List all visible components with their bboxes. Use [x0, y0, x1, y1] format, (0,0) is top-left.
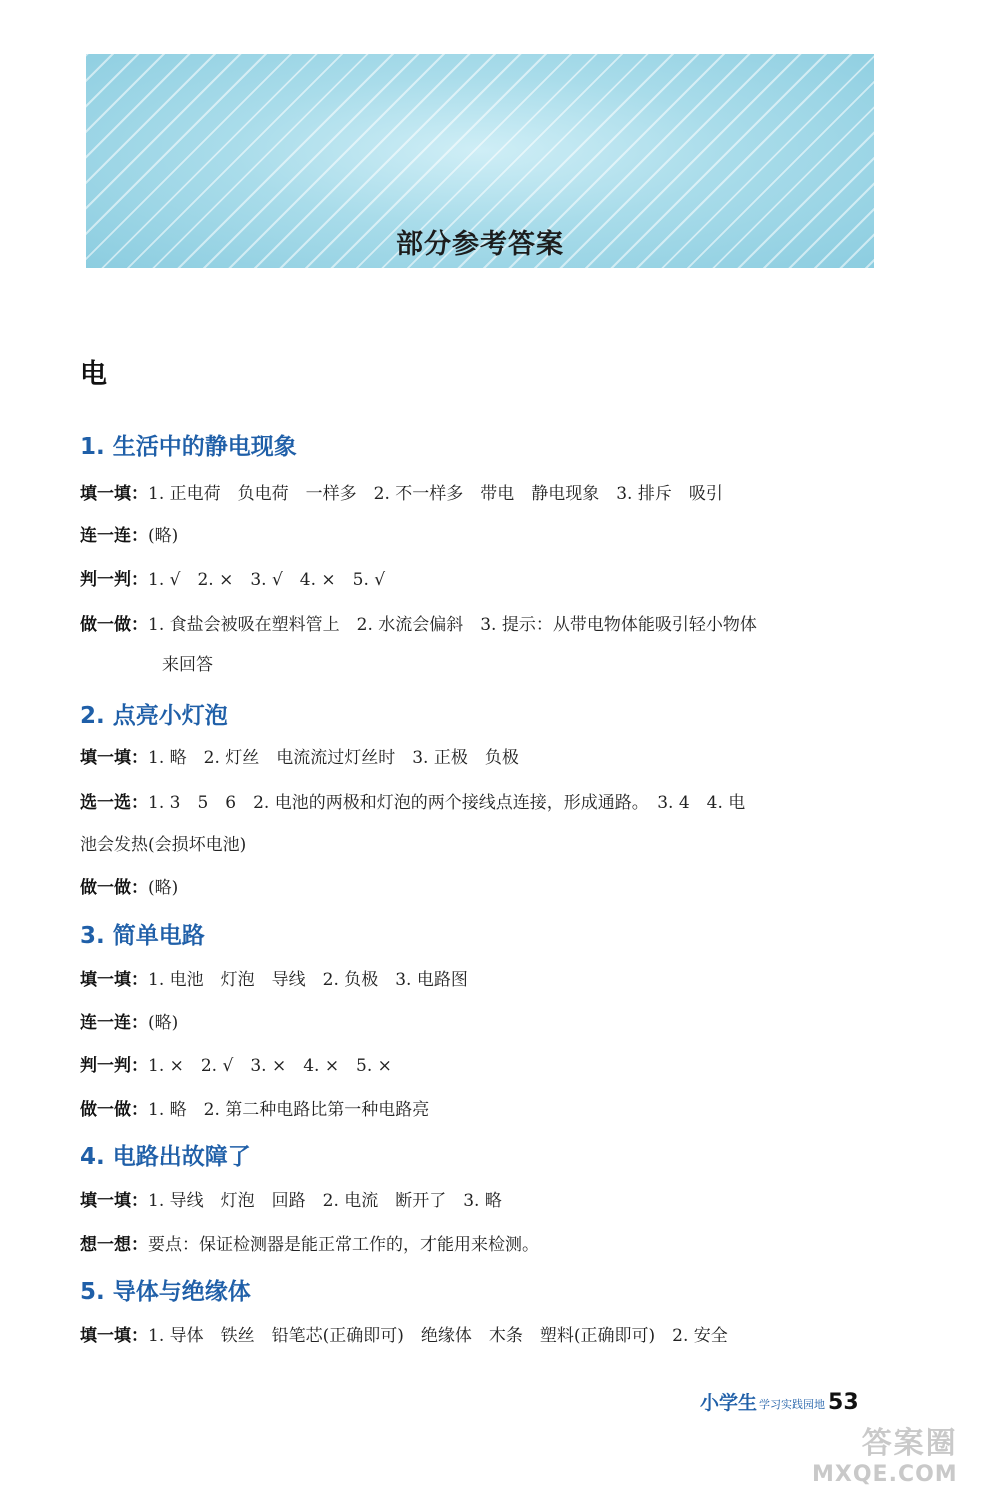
answer-text: 1. 导体 铁丝 铅笔芯(正确即可) 绝缘体 木条 塑料(正确即可) 2. 安全: [148, 1326, 728, 1346]
section-heading-3: 3. 简单电路: [80, 923, 205, 949]
answer-line: [80, 1325, 728, 1347]
answer-line: [80, 1190, 502, 1212]
section-heading-1: 1. 生活中的静电现象: [80, 434, 297, 460]
answer-text: (略): [148, 878, 179, 898]
answer-text: 1. 略 2. 第二种电路比第一种电路亮: [148, 1100, 430, 1120]
answer-text: 1. 导线 灯泡 回路 2. 电流 断开了 3. 略: [148, 1191, 502, 1211]
section-heading-5: 5. 导体与绝缘体: [80, 1279, 251, 1305]
answer-text: 1. 3 5 6 2. 电池的两极和灯泡的两个接线点连接，形成通路。 3. 4 4. 电: [148, 793, 746, 813]
answer-text: 1. √ 2. × 3. √ 4. × 5. √: [148, 570, 386, 590]
answer-label: 填一填：: [80, 748, 148, 768]
answer-text: 1. 电池 灯泡 导线 2. 负极 3. 电路图: [148, 970, 468, 990]
answer-line: [80, 969, 468, 991]
answer-line: [80, 1099, 429, 1121]
answer-line: [80, 1055, 392, 1077]
answer-text: 要点：保证检测器是能正常工作的，才能用来检测。: [148, 1235, 539, 1255]
brand-logo-text: 小学生: [700, 1392, 758, 1414]
answer-text: 1. 正电荷 负电荷 一样多 2. 不一样多 带电 静电现象 3. 排斥 吸引: [148, 484, 723, 504]
answer-line: [80, 877, 178, 899]
answer-line: [80, 747, 519, 769]
page-number: 53: [828, 1390, 859, 1415]
answer-label: 填一填：: [80, 1191, 148, 1211]
answer-continuation: 来回答: [162, 655, 213, 675]
header-banner: [86, 54, 874, 268]
answer-label: 判一判：: [80, 570, 148, 590]
answer-line: [80, 792, 745, 814]
answer-line: [80, 1234, 539, 1256]
answer-text: 1. 略 2. 灯丝 电流流过灯丝时 3. 正极 负极: [148, 748, 519, 768]
section-heading-2: 2. 点亮小灯泡: [80, 703, 228, 729]
answer-line: [80, 1012, 178, 1034]
answer-text: (略): [148, 1013, 179, 1033]
answer-line: [80, 614, 757, 636]
answer-line: [80, 525, 178, 547]
answer-label: 选一选：: [80, 793, 148, 813]
watermark-bottom: MXQE.COM: [812, 1462, 958, 1487]
answer-text: 1. × 2. √ 3. × 4. × 5. ×: [148, 1056, 392, 1076]
answer-line: [80, 483, 723, 505]
answer-label: 想一想：: [80, 1235, 148, 1255]
brand-subtitle: 学习实践园地: [759, 1398, 826, 1411]
chapter-title: 电: [80, 359, 107, 390]
section-heading-4: 4. 电路出故障了: [80, 1144, 251, 1170]
answer-label: 填一填：: [80, 484, 148, 504]
answer-wrap-line: 池会发热(会损坏电池): [80, 835, 247, 855]
answer-label: 判一判：: [80, 1056, 148, 1076]
answer-label: 连一连：: [80, 1013, 148, 1033]
answer-label: 连一连：: [80, 526, 148, 546]
answer-label: 填一填：: [80, 1326, 148, 1346]
answer-label: 做一做：: [80, 878, 148, 898]
answer-label: 填一填：: [80, 970, 148, 990]
answer-text: 1. 食盐会被吸在塑料管上 2. 水流会偏斜 3. 提示：从带电物体能吸引轻小物体: [148, 615, 757, 635]
answer-label: 做一做：: [80, 1100, 148, 1120]
answer-label: 做一做：: [80, 615, 148, 635]
banner-title: 部分参考答案: [396, 229, 564, 260]
answer-text: (略): [148, 526, 179, 546]
answer-line: [80, 569, 385, 591]
page-footer: [700, 1388, 859, 1415]
watermark: [812, 1418, 958, 1487]
watermark-top: 答案圈: [861, 1426, 958, 1461]
